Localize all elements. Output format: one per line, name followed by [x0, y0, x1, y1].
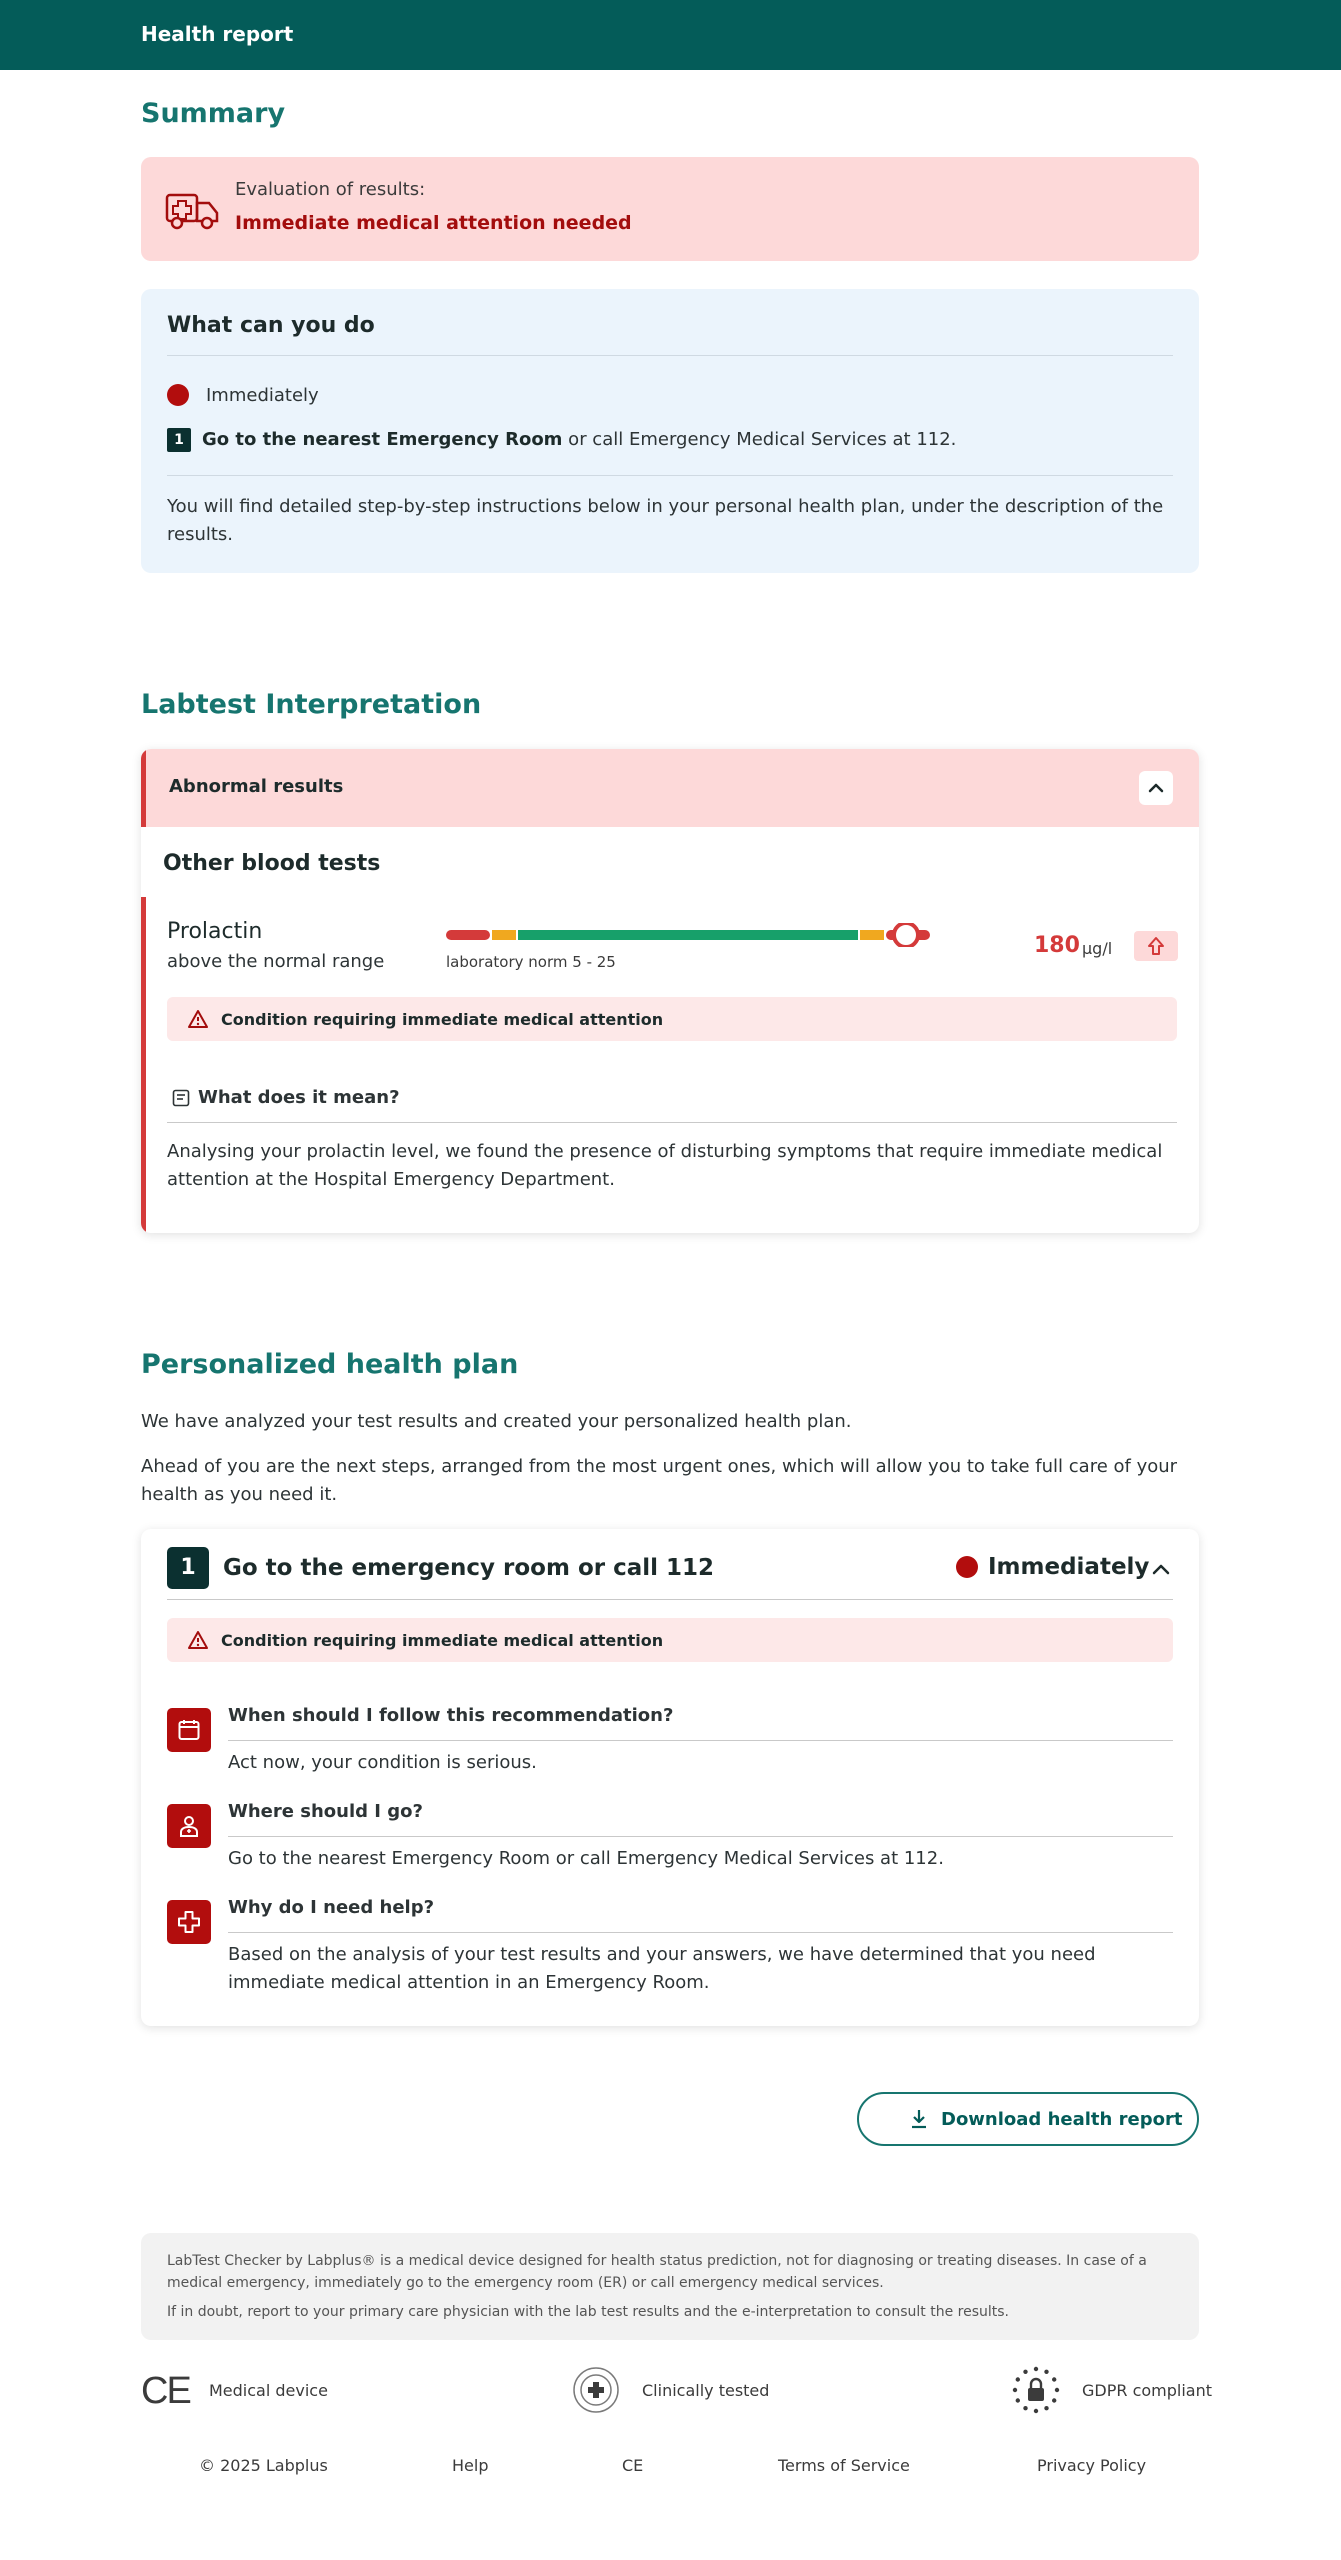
divider — [228, 1932, 1173, 1933]
plan-step-number: 1 — [167, 1547, 209, 1589]
app-title: Health report — [141, 22, 294, 46]
download-label: Download health report — [941, 2109, 1183, 2130]
gdpr-badge — [1012, 2366, 1213, 2416]
warning-text: Condition requiring immediate medical attention — [221, 1010, 664, 1029]
plan-intro-2: Ahead of you are the next steps, arranged from the most urgent ones, which will allow you to take full care of your health as you need it. — [141, 1456, 1178, 1505]
what-can-you-do-box — [141, 289, 1199, 573]
arrow-up-icon — [1146, 936, 1166, 956]
warning-text: Condition requiring immediate medical attention — [221, 1631, 664, 1650]
what-can-you-do-title: What can you do — [167, 313, 375, 338]
ce-mark-icon: CE — [141, 2370, 190, 2412]
group-title: Other blood tests — [163, 851, 381, 876]
chevron-up-icon — [1148, 781, 1164, 795]
plan-step-urgency: Immediately — [988, 1554, 1150, 1580]
recommendation-where-title: Where should I go? — [228, 1801, 423, 1822]
plan-step-card — [141, 1529, 1199, 2026]
medical-device-label: Medical device — [209, 2381, 328, 2400]
disclaimer-line-1: LabTest Checker by Labplus® is a medical device designed for health status prediction, not for diagnosing or treating diseases. In case of a medical emergency, immediately go to the emergency room (ER) or call emergency medical services. — [167, 2253, 1147, 2291]
divider — [228, 1740, 1173, 1741]
value-marker-icon — [894, 923, 918, 947]
chevron-up-icon[interactable] — [1152, 1562, 1170, 1576]
urgency-dot-icon — [956, 1556, 978, 1578]
footer-ce-link[interactable]: CE — [622, 2456, 644, 2475]
step-text — [202, 429, 956, 450]
footer-help-link[interactable]: Help — [452, 2456, 489, 2475]
download-report-button[interactable] — [857, 2092, 1199, 2146]
footer-terms-link[interactable]: Terms of Service — [778, 2456, 910, 2475]
range-bar — [446, 923, 932, 947]
abnormal-results-header[interactable] — [141, 749, 1199, 827]
medical-device-badge — [141, 2366, 341, 2416]
warning-icon — [187, 1009, 209, 1029]
recommendation-why-text: Based on the analysis of your test results and your answers, we have determined that you need immediate medical attention in an Emergency Room. — [228, 1944, 1096, 1993]
labtest-heading: Labtest Interpretation — [141, 689, 482, 720]
norm-label: laboratory norm 5 - 25 — [446, 953, 616, 971]
abnormal-results-title: Abnormal results — [169, 776, 344, 797]
recommendation-when-title: When should I follow this recommendation? — [228, 1705, 674, 1726]
recommendation-where-text: Go to the nearest Emergency Room or call Emergency Medical Services at 112. — [228, 1848, 944, 1869]
gdpr-label: GDPR compliant — [1082, 2381, 1213, 2400]
result-unit: µg/l — [1082, 939, 1113, 958]
top-bar — [0, 0, 1341, 70]
step-text-bold: Go to the nearest Emergency Room — [202, 429, 563, 450]
result-status: above the normal range — [167, 951, 385, 972]
recommendation-when-text: Act now, your condition is serious. — [228, 1752, 537, 1773]
warning-banner — [167, 997, 1177, 1041]
plan-intro-1: We have analyzed your test results and created your personalized health plan. — [141, 1411, 852, 1432]
plan-heading: Personalized health plan — [141, 1349, 519, 1380]
urgency-label: Immediately — [206, 385, 319, 406]
urgency-dot-icon — [167, 384, 189, 406]
gdpr-lock-icon — [1012, 2366, 1060, 2414]
what-does-it-mean-title: What does it mean? — [198, 1087, 400, 1108]
divider — [167, 475, 1173, 476]
footer-copyright: © 2025 Labplus — [199, 2456, 328, 2475]
divider — [167, 1599, 1173, 1600]
disclaimer-line-2: If in doubt, report to your primary care physician with the lab test results and the e-interpretation to consult the results. — [167, 2304, 1009, 2320]
collapse-button[interactable] — [1139, 771, 1173, 805]
clinically-tested-badge — [572, 2366, 792, 2416]
divider — [167, 1122, 1177, 1123]
disclaimer — [141, 2233, 1199, 2340]
warning-banner — [167, 1618, 1173, 1662]
result-prolactin — [141, 897, 1199, 1233]
above-range-badge — [1134, 931, 1178, 961]
summary-heading: Summary — [141, 98, 286, 129]
clinical-seal-icon — [572, 2366, 620, 2414]
calendar-icon — [167, 1708, 211, 1752]
result-value: 180 — [1034, 933, 1080, 958]
warning-icon — [187, 1630, 209, 1650]
note-icon — [172, 1089, 190, 1107]
meaning-text: Analysing your prolactin level, we found the presence of disturbing symptoms that require immediate medical attention at the Hospital Emergency Department. — [167, 1141, 1163, 1190]
footer-privacy-link[interactable]: Privacy Policy — [1037, 2456, 1147, 2475]
step-text-rest: or call Emergency Medical Services at 112. — [562, 429, 957, 450]
evaluation-alert — [141, 157, 1199, 261]
result-name: Prolactin — [167, 919, 263, 944]
doctor-icon — [167, 1804, 211, 1848]
plan-step-title: Go to the emergency room or call 112 — [223, 1555, 715, 1581]
download-icon — [909, 2108, 929, 2130]
clinically-tested-label: Clinically tested — [642, 2381, 770, 2400]
step-number-badge: 1 — [167, 428, 191, 452]
recommendation-why-title: Why do I need help? — [228, 1897, 435, 1918]
evaluation-value: Immediate medical attention needed — [235, 212, 632, 234]
ambulance-icon — [165, 189, 221, 231]
divider — [167, 355, 1173, 356]
divider — [228, 1836, 1173, 1837]
plan-note: You will find detailed step-by-step instructions below in your personal health plan, under the description of the results. — [167, 496, 1164, 545]
evaluation-label: Evaluation of results: — [235, 179, 426, 200]
labtest-card — [141, 749, 1199, 1233]
medical-cross-icon — [167, 1900, 211, 1944]
